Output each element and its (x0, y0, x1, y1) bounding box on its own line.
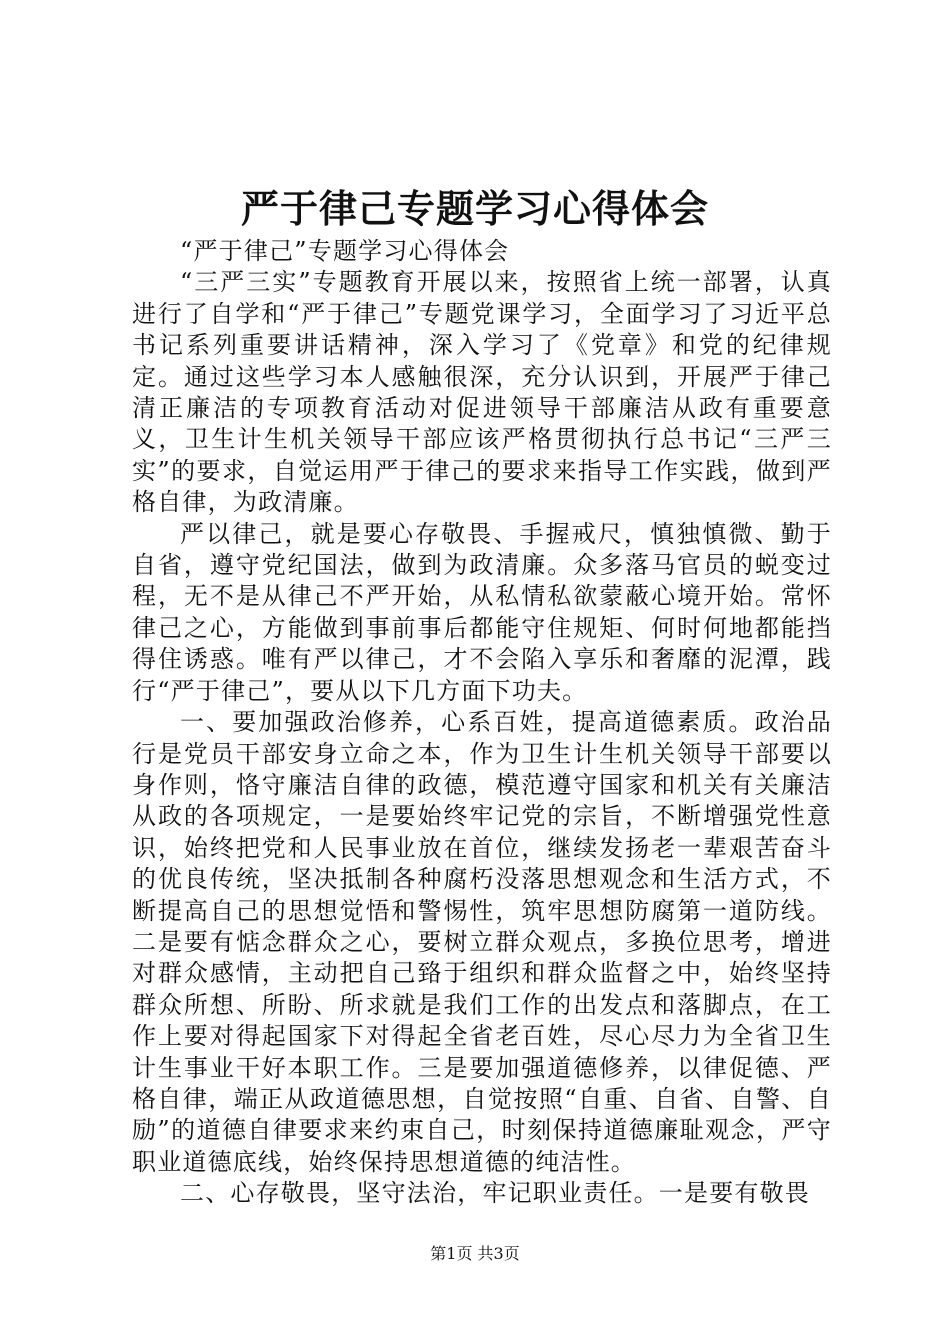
page-number-footer: 第1页 共3页 (430, 1244, 520, 1263)
paragraph-subtitle: “严于律己”专题学习心得体会 (180, 237, 510, 265)
paragraph-section-two: 二、心存敬畏，坚守法治，牢记职业责任。一是要有敬畏 (180, 1179, 810, 1208)
document-title: 严于律己专题学习心得体会 (240, 186, 709, 231)
paragraph-section-one: 一、要加强政治修养，心系百姓，提高道德素质。政治品行是党员干部安身立命之本，作为卫生计生机关领导干部要以身作则，恪守廉洁自律的政德，模范遵守国家和机关有关廉洁从政的各项规定，一是要始终牢记党的宗旨，不断增强党性意识，始终把党和人民事业放在首位，继续发扬老一辈艰苦奋斗的优良传统，坚决抵制各种腐朽没落思想观念和生活方式，不断提高自己的思想觉悟和警惕性，筑牢思想防腐第一道防线。二是要有惦念群众之心，要树立群众观点，多换位思考，增进对群众感情，主动把自己臵于组织和群众监督之中，始终坚持群众所想、所盼、所求就是我们工作的出发点和落脚点，在工作上要对得起国家下对得起全省老百姓，尽心尽力为全省卫生计生事业干好本职工作。三是要加强道德修养，以律促德、严格自律，端正从政道德思想，自觉按照“自重、自省、自警、自励”的道德自律要求来约束自己，时刻保持道德廉耻观念，严守职业道德底线，始终保持思想道德的纯洁性。 (132, 708, 832, 1176)
paragraph-intro: “三严三实”专题教育开展以来，按照省上统一部署，认真进行了自学和“严于律己”专题党课学习，全面学习了习近平总书记系列重要讲话精神，深入学习了《党章》和党的纪律规定。通过这些学习本人感触很深，充分认识到，开展严于律己清正廉洁的专项教育活动对促进领导干部廉洁从政有重要意义，卫生计生机关领导干部应该严格贯彻执行总书记“三严三实”的要求，自觉运用严于律己的要求来指导工作实践，做到严格自律，为政清廉。 (132, 268, 832, 517)
paragraph-self-discipline: 严以律己，就是要心存敬畏、手握戒尺，慎独慎微、勤于自省，遵守党纪国法，做到为政清廉。众多落马官员的蜕变过程，无不是从律己不严开始，从私情私欲蒙蔽心境开始。常怀律己之心，方能做到事前事后都能守住规矩、何时何地都能挡得住诱惑。唯有严以律己，才不会陷入享乐和奢靡的泥潭，践行“严于律己”，要从以下几方面下功夫。 (132, 519, 832, 705)
document-body (132, 236, 832, 1210)
